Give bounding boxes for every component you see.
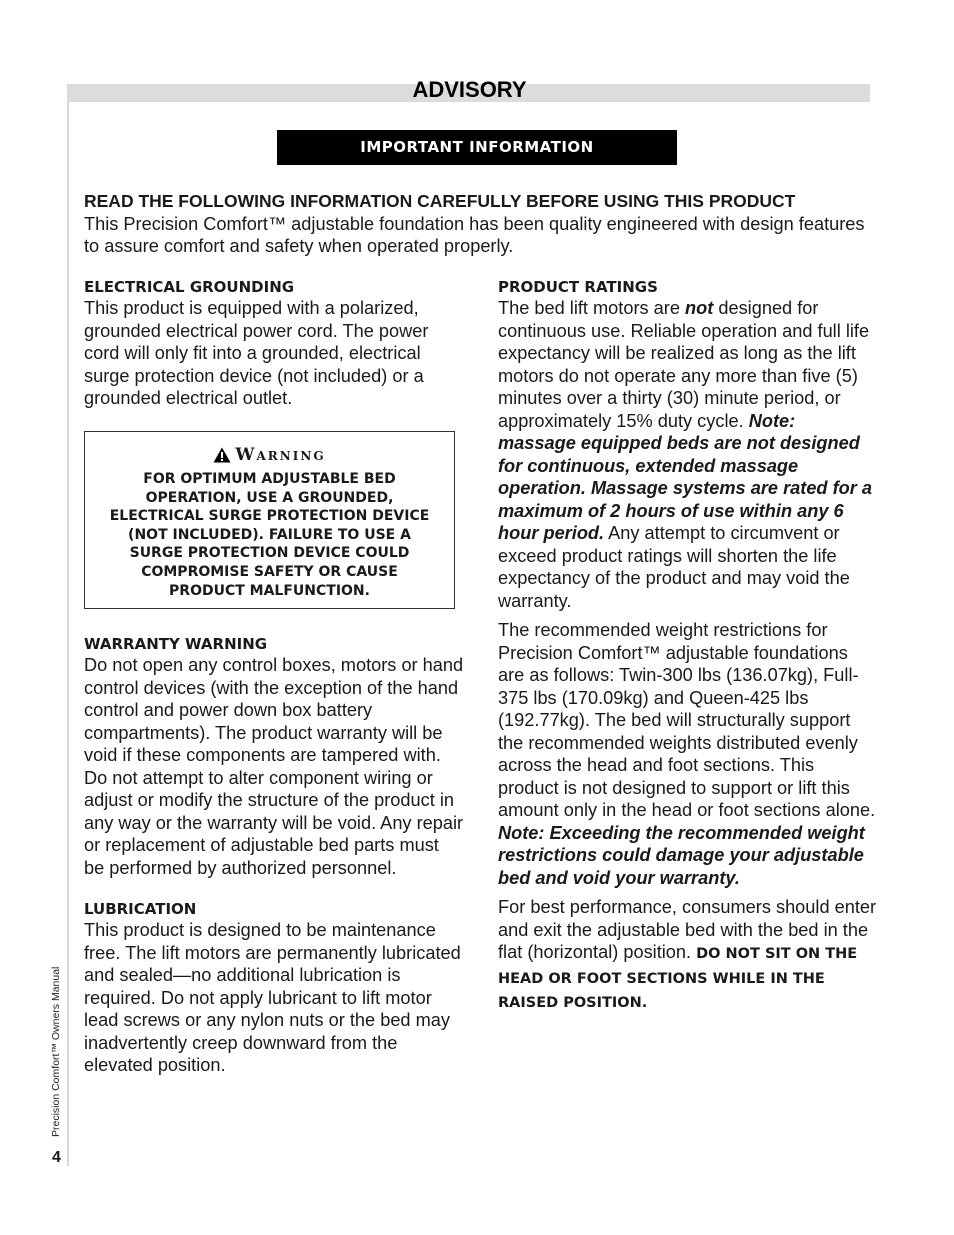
best-performance-text: For best performance, consumers should enter and exit the adjustable bed with the bed in the flat (horizontal) position. <box>498 897 877 962</box>
product-ratings-paragraph-2 <box>498 619 878 889</box>
margin-rule <box>67 84 69 1166</box>
right-column <box>498 277 878 1015</box>
weight-restrictions-note: Note: Exceeding the recommended weight restrictions could damage your adjustable bed and void your warranty. <box>498 822 865 888</box>
product-ratings-paragraph-3 <box>498 896 878 1015</box>
ratings-text-b: designed for continuous use. Reliable operation and full life expectancy will be realized as long as the lift motors do not operate any more than five (5) minutes over a thirty (30) minute period, or approximately 15% duty cycle. <box>498 298 870 431</box>
warning-box <box>84 431 455 609</box>
lubrication-section <box>84 899 464 1077</box>
weight-restrictions-text: The recommended weight restrictions for Precision Comfort™ adjustable foundations are as follows: Twin-300 lbs (136.07kg), Full-375 lbs (170.09kg) and Queen-425 lbs (192.77kg). The bed will structurally support the recommended weights distributed evenly across the head and foot sections. This product is not designed to support or lift this amount only in the head or foot sections alone. <box>498 620 876 820</box>
lubrication-heading: LUBRICATION <box>84 900 197 918</box>
ratings-text-c: Any attempt to circumvent or exceed product ratings will shorten the life expectancy of the product and may void the warranty. <box>498 523 850 611</box>
page-number: 4 <box>52 1149 61 1166</box>
left-column-lower <box>84 634 464 1077</box>
warranty-warning-text: Do not open any control boxes, motors or hand control devices (with the exception of the hand control and power down box battery compartments). The product warranty will be void if these components are tampered with. Do not attempt to alter component wiring or adjust or modify the structure of the product in any way or the warranty will be void. Any repair or replacement of adjustable bed parts must be performed by authorized personnel. <box>84 655 464 878</box>
warning-text: FOR OPTIMUM ADJUSTABLE BED OPERATION, USE A GROUNDED, ELECTRICAL SURGE PROTECTION DEVICE (NOT INCLUDED). FAILURE TO USE A SURGE PROTECTION DEVICE COULD COMPROMISE SAFETY OR CAUSE PRODUCT MALFUNCTION. <box>109 471 430 599</box>
product-ratings-paragraph-1 <box>498 297 878 612</box>
warning-word: Warning <box>235 445 326 465</box>
intro-text: This Precision Comfort™ adjustable foundation has been quality engineered with design features to assure comfort and safety when operated properly. <box>84 213 865 256</box>
intro-heading: READ THE FOLLOWING INFORMATION CAREFULLY BEFORE USING THIS PRODUCT <box>84 191 796 211</box>
warranty-warning-heading: WARRANTY WARNING <box>84 635 268 653</box>
manual-side-label: Precision Comfort™ Owners Manual <box>50 966 62 1137</box>
product-ratings-heading: PRODUCT RATINGS <box>498 278 658 296</box>
electrical-grounding-heading: ELECTRICAL GROUNDING <box>84 278 295 296</box>
page-title: ADVISORY <box>412 77 527 102</box>
left-column <box>84 277 464 410</box>
ratings-massage-note: Note: massage equipped beds are not designed for continuous, extended massage operation. Massage systems are rated for a maximum of 2 hours of use within any 6 hour period. <box>498 410 873 543</box>
do-not-sit-warning: DO NOT SIT ON THE HEAD OR FOOT SECTIONS WHILE IN THE RAISED POSITION. <box>498 946 858 1011</box>
warranty-warning-section <box>84 634 464 879</box>
intro-section <box>84 190 874 258</box>
warning-title <box>85 442 454 468</box>
electrical-grounding-section <box>84 277 464 410</box>
title-bar <box>69 77 870 102</box>
warning-triangle-icon <box>213 447 231 463</box>
lubrication-text: This product is designed to be maintenance free. The lift motors are permanently lubricated and sealed—no additional lubrication is required. Do not apply lubricant to lift motor lead screws or any nylon nuts or the bed may inadvertently creep downward from the elevated position. <box>84 920 461 1075</box>
important-information-banner: IMPORTANT INFORMATION <box>277 130 677 165</box>
ratings-not-emphasis: not <box>685 298 714 318</box>
electrical-grounding-text: This product is equipped with a polarized, grounded electrical power cord. The power cord will only fit into a grounded, electrical surge protection device (not included) or a grounded electrical outlet. <box>84 298 429 408</box>
ratings-text-a: The bed lift motors are <box>498 298 686 318</box>
